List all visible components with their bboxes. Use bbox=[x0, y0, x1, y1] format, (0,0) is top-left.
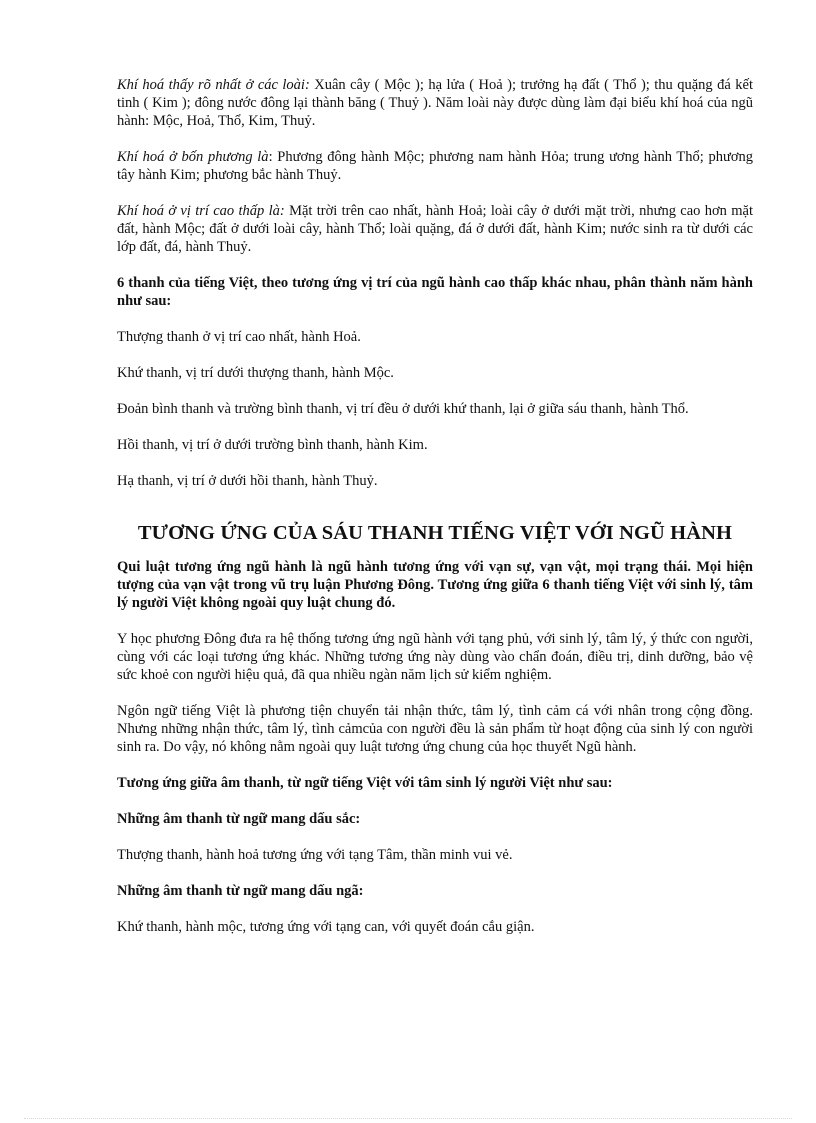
paragraph-y-hoc: Y học phương Đông đưa ra hệ thống tương ứng ngũ hành với tạng phủ, với sinh lý, tâm lý, ý thức con người, cùng với các loại tương ứng khác. Những tương ứng này dùng vào chẩn đoán, điều trị, dinh dưỡng, bảo vệ sức khoẻ con người hiệu quả, đã qua nhiều ngàn năm lịch sử kiểm nghiệm. bbox=[117, 631, 753, 683]
document-page bbox=[117, 76, 753, 954]
paragraph-text: Mặt trời trên cao nhất, hành Hoả; loài cây ở dưới mặt trời, nhưng cao hơn mặt đất, hành Mộc; đất ở dưới loài cây, hành Thổ; loài quặng, đá ở dưới đất, hành Kim; nước sinh ra từ dưới các lớp đất, đá, hành Thuỷ. bbox=[117, 203, 753, 255]
paragraph-text: : Phương đông hành Mộc; phương nam hành Hỏa; trung ương hành Thổ; phương tây hành Kim; phương bắc hành Thuỷ. bbox=[117, 149, 753, 183]
paragraph-thuong-thanh: Thượng thanh ở vị trí cao nhất, hành Hoả. bbox=[117, 329, 361, 345]
italic-lead: Khí hoá thấy rõ nhất ở các loài: bbox=[117, 77, 310, 93]
paragraph-thuong-thanh-tam: Thượng thanh, hành hoả tương ứng với tạng Tâm, thần minh vui vẻ. bbox=[117, 847, 513, 863]
paragraph-binh-thanh: Đoản bình thanh và trường bình thanh, vị trí đều ở dưới khứ thanh, lại ở giữa sáu thanh, hành Thổ. bbox=[117, 401, 689, 417]
paragraph-text: Xuân cây ( Mộc ); hạ lửa ( Hoả ); trưởng hạ đất ( Thổ ); thu quặng đá kết tinh ( Kim ); đông nước đông lại thành băng ( Thuỷ ). Năm loài này được dùng làm đại biểu khí hoá của ngũ hành: Mộc, Hoả, Thổ, Kim, Thuỷ. bbox=[117, 77, 753, 129]
paragraph-tuong-ung: Tương ứng giữa âm thanh, từ ngữ tiếng Việt với tâm sinh lý người Việt như sau: bbox=[117, 775, 613, 791]
paragraph-dau-nga: Những âm thanh từ ngữ mang dấu ngã: bbox=[117, 883, 364, 899]
paragraph-khi-hoa-loai bbox=[117, 76, 753, 130]
page-footer-divider bbox=[24, 1118, 792, 1119]
section-heading: TƯƠNG ỨNG CỦA SÁU THANH TIẾNG VIỆT VỚI NGŨ HÀNH bbox=[137, 522, 733, 544]
paragraph-sau-thanh: 6 thanh của tiếng Việt, theo tương ứng vị trí của ngũ hành cao thấp khác nhau, phân thành năm hành như sau: bbox=[117, 275, 753, 309]
italic-lead: Khí hoá ở vị trí cao thấp là: bbox=[117, 203, 285, 219]
paragraph-qui-luat: Qui luật tương ứng ngũ hành là ngũ hành tương ứng với vạn sự, vạn vật, mọi trạng thái. Mọi hiện tượng của vạn vật trong vũ trụ luận Phương Đông. Tương ứng giữa 6 thanh tiếng Việt với sinh lý, tâm lý người Việt không ngoài quy luật chung đó. bbox=[117, 559, 753, 611]
paragraph-khu-thanh: Khứ thanh, vị trí dưới thượng thanh, hành Mộc. bbox=[117, 365, 394, 381]
paragraph-hoi-thanh: Hồi thanh, vị trí ở dưới trường bình thanh, hành Kim. bbox=[117, 437, 428, 453]
paragraph-khu-thanh-can: Khứ thanh, hành mộc, tương ứng với tạng can, với quyết đoán cắu giận. bbox=[117, 919, 535, 935]
paragraph-ngon-ngu: Ngôn ngữ tiếng Việt là phương tiện chuyển tải nhận thức, tâm lý, tình cảm cá với nhân trong cộng đồng. Nhưng những nhận thức, tâm lý, tình cảmcủa con người đều là sản phẩm từ hoạt động của sinh lý con người sinh ra. Do vậy, nó không nằm ngoài quy luật tương ứng chung của học thuyết Ngũ hành. bbox=[117, 703, 753, 755]
paragraph-khi-hoa-phuong bbox=[117, 148, 753, 184]
paragraph-dau-sac: Những âm thanh từ ngữ mang dấu sắc: bbox=[117, 811, 361, 827]
paragraph-ha-thanh: Hạ thanh, vị trí ở dưới hồi thanh, hành Thuỷ. bbox=[117, 473, 378, 489]
italic-lead: Khí hoá ở bốn phương là bbox=[117, 149, 269, 165]
paragraph-khi-hoa-vi-tri bbox=[117, 202, 753, 256]
